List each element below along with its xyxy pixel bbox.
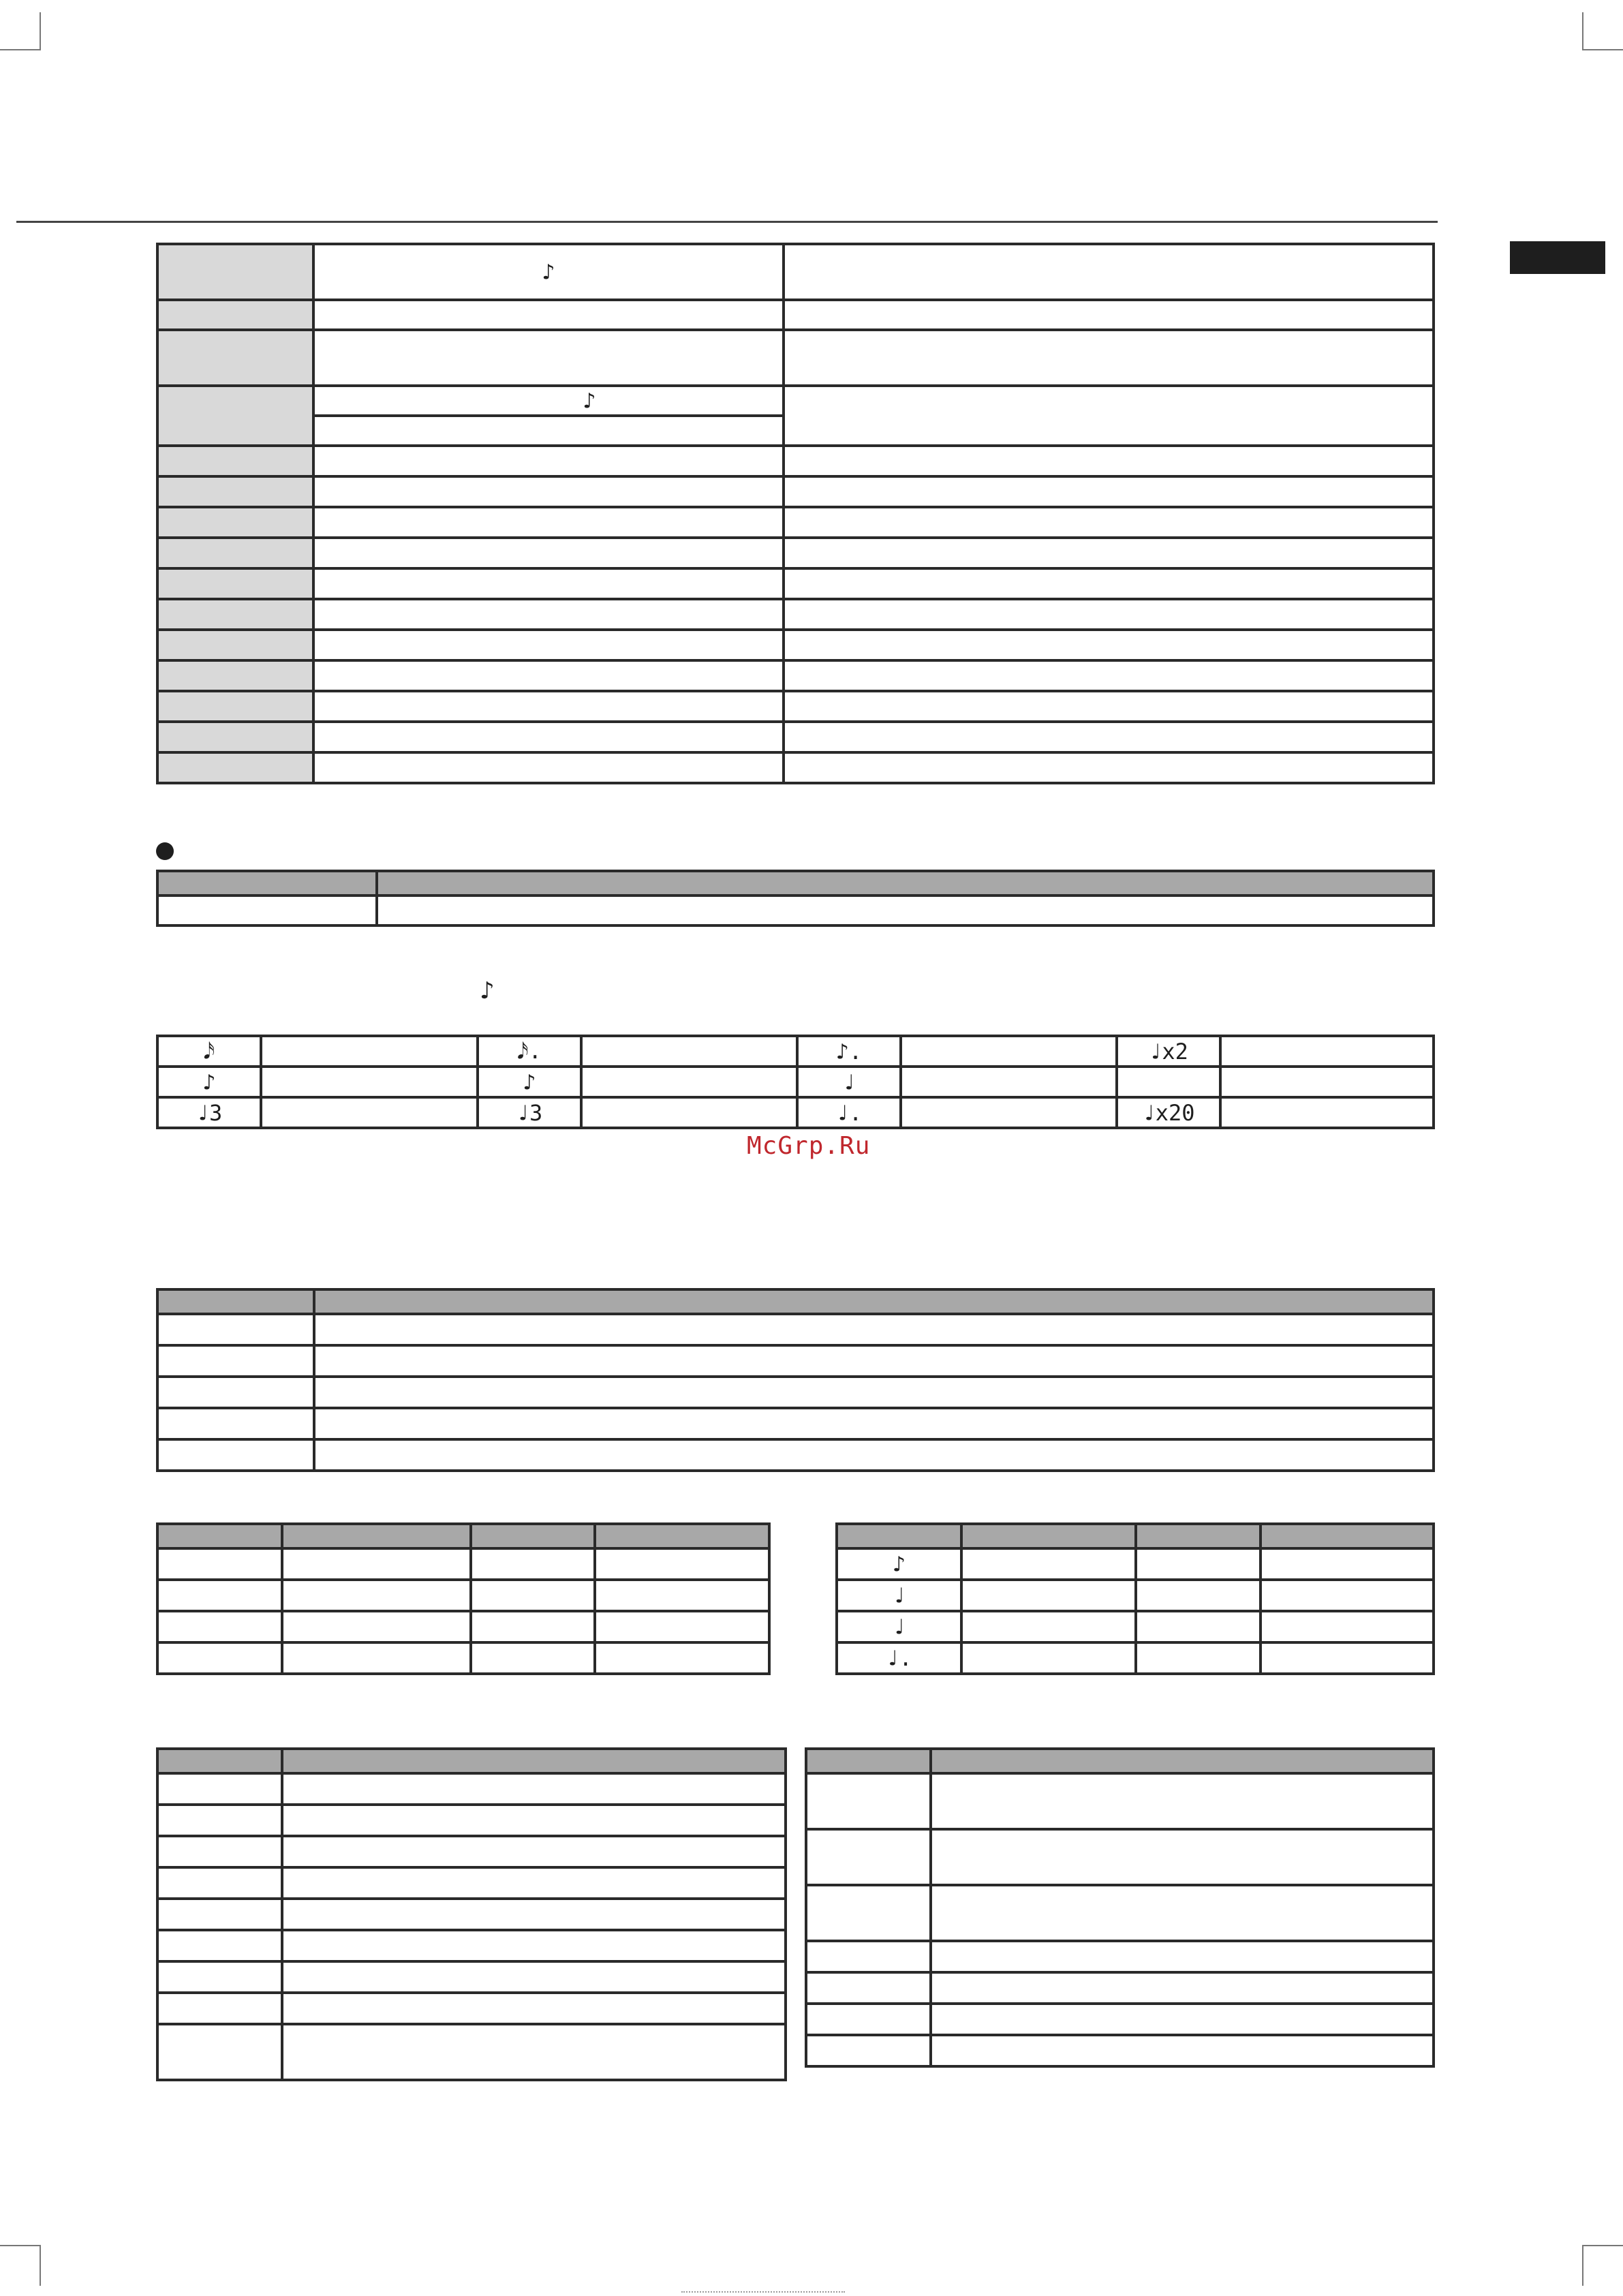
table-row bbox=[157, 1097, 1434, 1128]
table-row bbox=[157, 1580, 769, 1611]
table-row bbox=[157, 1377, 1434, 1408]
table-row bbox=[157, 1961, 786, 1993]
table-row bbox=[157, 386, 1434, 416]
eighth-note-icon: ♪ bbox=[892, 1551, 906, 1577]
table-row bbox=[157, 1642, 769, 1674]
table-row bbox=[806, 1829, 1434, 1885]
table-row bbox=[157, 476, 1434, 507]
table-row bbox=[157, 1611, 769, 1642]
crop-mark bbox=[1582, 49, 1623, 50]
label-cell bbox=[157, 244, 313, 300]
table-row bbox=[157, 446, 1434, 476]
table-row bbox=[157, 1836, 786, 1867]
note-value-table bbox=[156, 1035, 1435, 1129]
table-row bbox=[157, 1345, 1434, 1377]
table-row bbox=[157, 1067, 1434, 1097]
dotted-eighth-note-icon: ♪. bbox=[835, 1038, 863, 1065]
eighth-triplet-icon: ♩3 bbox=[516, 1099, 543, 1126]
table-row bbox=[157, 691, 1434, 722]
table-row bbox=[806, 1972, 1434, 2004]
crop-mark bbox=[1582, 2245, 1623, 2246]
eighth-note-icon: ♪ bbox=[542, 259, 555, 285]
table-row bbox=[157, 1805, 786, 1836]
table-row bbox=[157, 1036, 1434, 1067]
crop-mark bbox=[40, 2245, 41, 2286]
watermark: McGrp.Ru bbox=[747, 1132, 871, 1160]
table-row bbox=[837, 1611, 1434, 1642]
left-four-column-table bbox=[156, 1522, 771, 1675]
table-row bbox=[157, 1899, 786, 1930]
wide-table bbox=[156, 1288, 1435, 1472]
table-row bbox=[837, 1580, 1434, 1611]
table-row bbox=[157, 300, 1434, 330]
table-row bbox=[157, 1439, 1434, 1471]
table-row bbox=[157, 896, 1434, 925]
table-row bbox=[157, 507, 1434, 538]
dotted-sixteenth-note-icon: 𝅘𝅥𝅯. bbox=[517, 1038, 542, 1064]
table-row bbox=[157, 752, 1434, 783]
table-row bbox=[157, 660, 1434, 691]
table-row bbox=[157, 330, 1434, 386]
table-row bbox=[157, 599, 1434, 630]
table-row bbox=[157, 1993, 786, 2024]
dotted-quarter-note-icon: ♩. bbox=[886, 1645, 912, 1671]
bottom-right-table bbox=[805, 1747, 1435, 2068]
quarter-x20-icon: ♩x20 bbox=[1142, 1099, 1195, 1126]
table-row bbox=[157, 244, 1434, 300]
parameter-table bbox=[156, 243, 1435, 784]
table-row bbox=[157, 722, 1434, 752]
quarter-note-icon: ♩ bbox=[842, 1069, 856, 1095]
bottom-left-table bbox=[156, 1747, 787, 2081]
dotted-quarter-note-icon: ♩. bbox=[835, 1099, 863, 1126]
table-row bbox=[157, 538, 1434, 568]
crop-mark bbox=[0, 49, 40, 50]
bullet-table bbox=[156, 870, 1435, 927]
table-row bbox=[806, 2035, 1434, 2066]
eighth-note-icon: ♪ bbox=[480, 977, 495, 1005]
table-row bbox=[157, 2024, 786, 2080]
table-row bbox=[157, 1867, 786, 1899]
table-row bbox=[157, 630, 1434, 660]
quarter-x2-icon: ♩x2 bbox=[1149, 1038, 1188, 1065]
table-row bbox=[806, 1941, 1434, 1972]
table-row bbox=[837, 1548, 1434, 1580]
table-row bbox=[157, 568, 1434, 599]
table-row bbox=[837, 1642, 1434, 1674]
eighth-note-icon: ♪ bbox=[523, 1069, 536, 1095]
crop-mark bbox=[40, 12, 41, 50]
page-edge-dots bbox=[681, 2291, 845, 2294]
quarter-triplet-icon: ♩3 bbox=[196, 1099, 223, 1126]
quarter-note-icon: ♩ bbox=[892, 1614, 906, 1640]
table-row bbox=[806, 1773, 1434, 1829]
table-row bbox=[806, 2004, 1434, 2035]
table-row bbox=[157, 1930, 786, 1961]
quarter-note-icon: ♩ bbox=[892, 1582, 906, 1608]
eighth-note-icon: ♪ bbox=[202, 1069, 216, 1095]
right-four-column-table bbox=[835, 1522, 1435, 1675]
section-tab-marker bbox=[1510, 241, 1605, 274]
table-row bbox=[157, 1314, 1434, 1345]
table-row bbox=[157, 1408, 1434, 1439]
crop-mark bbox=[1582, 2245, 1583, 2286]
crop-mark bbox=[1582, 12, 1583, 50]
eighth-note-icon: ♪ bbox=[583, 388, 596, 414]
header-rule bbox=[16, 221, 1438, 223]
table-row bbox=[806, 1885, 1434, 1941]
bullet-icon bbox=[156, 842, 174, 860]
sixteenth-note-icon: 𝅘𝅥𝅯 bbox=[203, 1038, 215, 1064]
table-row bbox=[157, 1548, 769, 1580]
crop-mark bbox=[0, 2245, 40, 2246]
table-row bbox=[157, 1773, 786, 1805]
